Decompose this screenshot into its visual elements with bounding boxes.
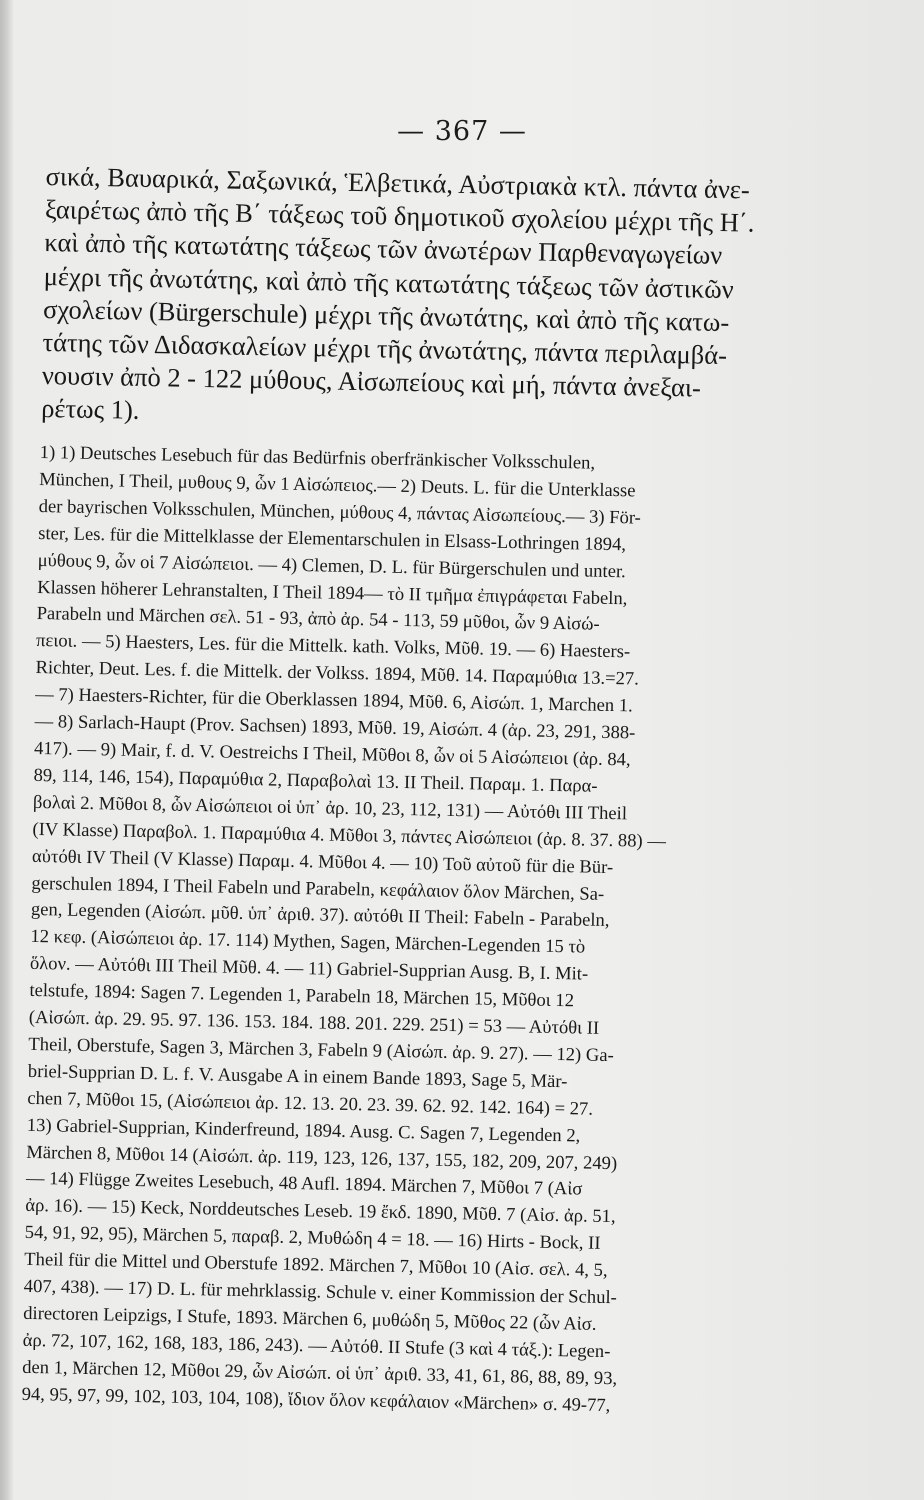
footnote-line: αὐτόθι IV Theil (V Klasse) Παραμ. 4. Μῦθοι 4. — 10) Τοῦ αὐτοῦ für die Bür- — [31, 845, 614, 878]
footnote-line: gen, Legenden (Αἰσώπ. μῦθ. ὑπ᾽ ἀριθ. 37). αὐτόθι II Theil: Fabeln - Parabeln, — [30, 899, 610, 932]
footnote-line: — 8) Sarlach-Haupt (Prov. Sachsen) 1893, Μῦθ. 19, Αἰσώπ. 4 (ἀρ. 23, 291, 388- — [34, 711, 636, 744]
footnote-line: Theil für die Mittel und Oberstufe 1892. Märchen 7, Μῦθοι 10 (Αἰσ. σελ. 4, 5, — [24, 1249, 608, 1282]
footnote-line: der bayrischen Volksschulen, München, μύθους 4, πάντας Αἰσωπείους.— 3) För- — [38, 495, 642, 529]
footnote-line: 407, 438). — 17) D. L. für mehrklassig. Schule v. einer Kommission der Schul- — [23, 1275, 618, 1309]
footnote-line: München, I Theil, μυθους 9, ὧν 1 Αἰσώπειος.— 2) Deuts. L. für die Unterklasse — [39, 468, 636, 502]
footnote-line: chen 7, Μῦθοι 15, (Αἰσώπειοι ἀρ. 12. 13. 20. 23. 39. 62. 92. 142. 164) = 27. — [27, 1087, 594, 1120]
body-line: σικά, Βαυαρικά, Σαξωνικά, Ἑλβετικά, Αὐστριακὰ κτλ. πάντα ἀνε- — [45, 160, 751, 205]
footnote-line: Theil, Oberstufe, Sagen 3, Märchen 3, Fabeln 9 (Αἰσώπ. ἀρ. 9. 27). — 12) Ga- — [28, 1033, 614, 1067]
footnote-line: (Αἰσώπ. ἀρ. 29. 95. 97. 136. 153. 184. 188. 201. 229. 251) = 53 — Αὐτόθι II — [28, 1006, 600, 1039]
page-number: — 367 — — [397, 116, 527, 147]
footnote-line: briel-Supprian D. L. f. V. Ausgabe A in einem Bande 1893, Sage 5, Mär- — [27, 1060, 568, 1093]
footnote-line: Märchen 8, Μῦθοι 14 (Αἰσώπ. ἀρ. 119, 123, 126, 137, 155, 182, 209, 207, 249) — [26, 1141, 618, 1174]
footnote-line: Richter, Deut. Les. f. die Mittelk. der Volkss. 1894, Μῦθ. 14. Παραμύθια 13.=27. — [35, 657, 640, 690]
footnote-line: 1) 1) Deutsches Lesebuch für das Bedürfnis oberfränkischer Volksschulen, — [39, 441, 596, 474]
footnote-line: 54, 91, 92, 95), Märchen 5, παραβ. 2, Μυθώδη 4 = 18. — 16) Hirts - Bock, II — [24, 1222, 601, 1255]
footnote-line: 13) Gabriel-Supprian, Kinderfreund, 1894. Ausg. C. Sagen 7, Legenden 2, — [26, 1114, 581, 1147]
footnote-line: — 7) Haesters-Richter, für die Oberklassen 1894, Μῦθ. 6, Αἰσώπ. 1, Marchen 1. — [34, 684, 633, 717]
footnote-line: 12 κεφ. (Αἰσώπειοι ἀρ. 17. 114) Mythen, Sagen, Märchen-Legenden 15 τὸ — [30, 926, 586, 958]
footnote-line: gerschulen 1894, I Theil Fabeln und Parabeln, κεφάλαιον ὅλον Märchen, Sa- — [31, 872, 605, 905]
footnote-line: Parabeln und Märchen σελ. 51 - 93, ἀπὸ ἀρ. 54 - 113, 59 μῦθοι, ὧν 9 Αἰσώ- — [36, 603, 600, 636]
page-edge-shadow — [0, 0, 14, 1500]
footnote-line: den 1, Märchen 12, Μῦθοι 29, ὧν Αἰσώπ. οἱ ὑπ᾽ ἀριθ. 33, 41, 61, 86, 88, 89, 93, — [21, 1356, 618, 1390]
footnote-line: (IV Klasse) Παραβολ. 1. Παραμύθια 4. Μῦθοι 3, πάντες Αἰσώπειοι (ἀρ. 8. 37. 88) — — [32, 818, 667, 852]
body-line: ρέτως 1). — [40, 393, 140, 426]
footnote-line: telstufe, 1894: Sagen 7. Legenden 1, Parabeln 18, Märchen 15, Μῦθοι 12 — [29, 980, 575, 1012]
footnotes — [21, 440, 869, 1424]
body-line: μέχρι τῆς ἀνωτάτης, καὶ ἀπὸ τῆς κατωτάτης τάξεως τῶν ἀστικῶν — [43, 260, 734, 304]
footnote-line: βολαὶ 2. Μῦθοι 8, ὧν Αἰσώπειοι οἱ ὑπ᾽ ἀρ. 10, 23, 112, 131) — Αὐτόθι III Theil — [32, 791, 628, 825]
footnote-line: 417). — 9) Mair, f. d. V. Oestreichs I Theil, Μῦθοι 8, ὧν οἱ 5 Αἰσώπειοι (ἀρ. 84, — [33, 737, 631, 771]
body-line: σχολείων (Bürgerschule) μέχρι τῆς ἀνωτάτης, καὶ ἀπὸ τῆς κατω- — [42, 293, 730, 337]
footnote-line: μύθους 9, ὧν οἱ 7 Αἰσώπειοι. — 4) Clemen, D. L. für Bürgerschulen und unter. — [37, 549, 626, 582]
footnote-line: ἀρ. 72, 107, 162, 168, 183, 186, 243). — Αὐτόθ. II Stufe (3 καὶ 4 τάξ.): Legen- — [22, 1329, 611, 1363]
footnote-line: Klassen höherer Lehranstalten, I Theil 1894— τὸ ΙΙ τμῆμα ἐπιγράφεται Fabeln, — [36, 576, 628, 609]
footnote-line: 89, 114, 146, 154), Παραμύθια 2, Παραβολαὶ 13. II Theil. Παραμ. 1. Παρα- — [33, 764, 598, 797]
footnote-line: πειοι. — 5) Haesters, Les. für die Mittelk. kath. Volks, Μῦθ. 19. — 6) Haesters- — [35, 630, 631, 663]
footnote-line: directoren Leipzigs, I Stufe, 1893. Märchen 6, μυθώδη 5, Μῦθος 22 (ὧν Αἰσ. — [23, 1302, 597, 1335]
body-line: τάτης τῶν Διδασκαλείων μέχρι τῆς ἀνωτάτης, πάντα περιλαμβά- — [42, 326, 728, 371]
footnote-line: ὅλον. — Αὐτόθι III Theil Μῦθ. 4. — 11) Gabriel-Supprian Ausg. B, I. Mit- — [29, 953, 589, 985]
footnote-line: ἀρ. 16). — 15) Keck, Norddeutsches Leseb. 19 ἔκδ. 1890, Μῦθ. 7 (Αἰσ. ἀρ. 51, — [25, 1195, 616, 1228]
footnote-line: ster, Les. für die Mittelklasse der Elementarschulen in Elsass-Lothringen 1894, — [38, 522, 627, 555]
body-line: καὶ ἀπὸ τῆς κατωτάτης τάξεως τῶν ἀνωτέρων Παρθεναγωγείων — [44, 227, 723, 271]
body-line: νουσιν ἀπὸ 2 - 122 μύθους, Αἰσωπείους καὶ μή, πάντα ἀνεξαι- — [41, 360, 702, 403]
body-line: ξαιρέτως ἀπὸ τῆς Β΄ τάξεως τοῦ δημοτικοῦ σχολείου μέχρι τῆς Η΄. — [44, 194, 755, 238]
footnote-line: — 14) Flügge Zweites Lesebuch, 48 Aufl. 1894. Märchen 7, Μῦθοι 7 (Αἰσ — [25, 1168, 583, 1201]
main-paragraph — [41, 160, 856, 441]
footnote-line: 94, 95, 97, 99, 102, 103, 104, 108), ἴδιον ὅλον κεφάλαιον «Märchen» σ. 49-77, — [21, 1383, 611, 1416]
